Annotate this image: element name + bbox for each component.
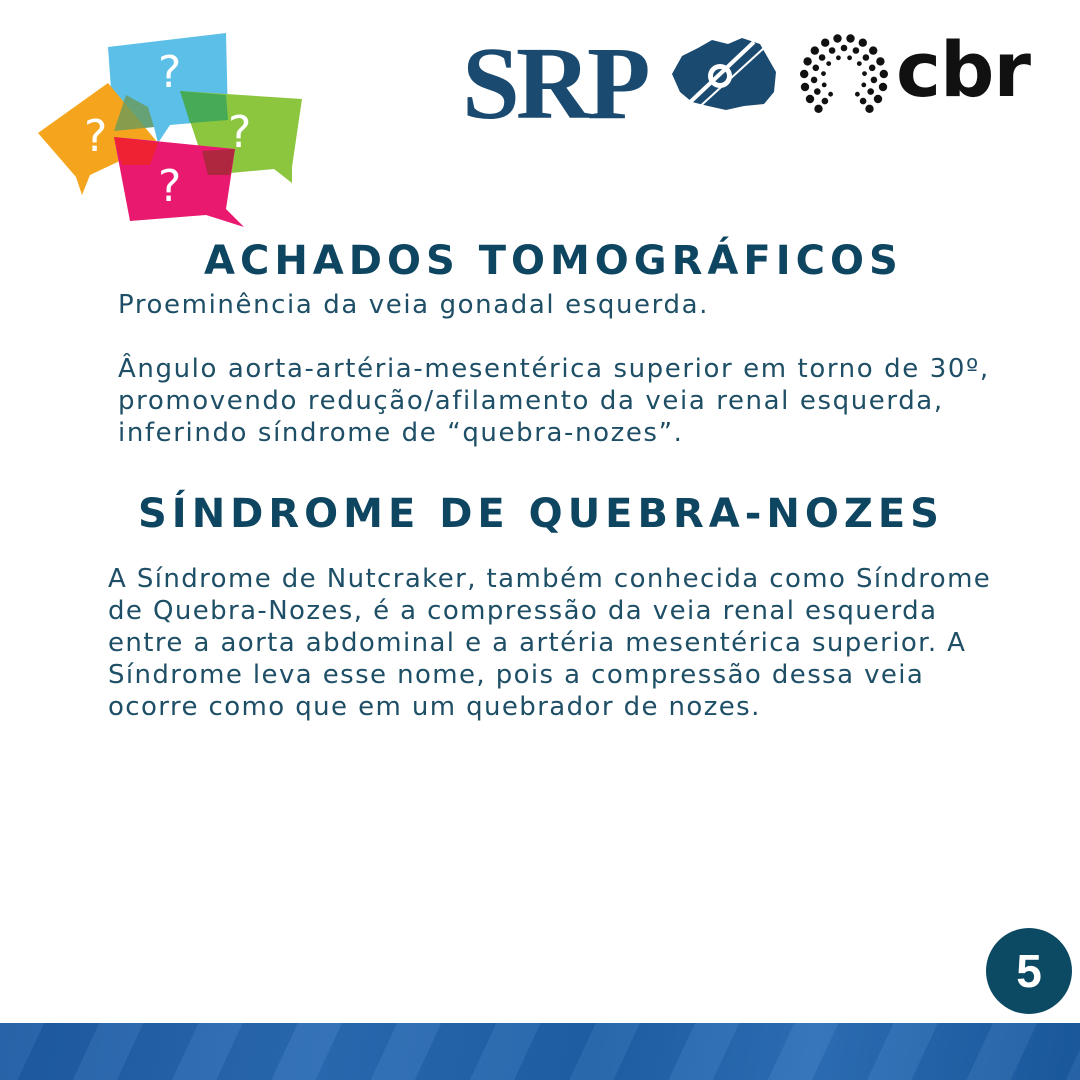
cbr-dots-ring-icon [796, 26, 892, 130]
cbr-dot [853, 47, 860, 54]
footer-bar [0, 1023, 1080, 1080]
cbr-dot [828, 92, 833, 97]
cbr-dot [865, 105, 873, 113]
bubble-question-mark: ? [228, 107, 252, 158]
bubble-question-mark: ? [158, 161, 182, 212]
syndrome-description: A Síndrome de Nutcraker, também conhecida como Síndrome de Quebra-Nozes, é a compressão da veia renal esquerda entre a aorta abdominal e a artéria mesentérica superior. A Síndrome leva esse nome, pois a compressão dessa veia ocorre como que em um quebrador de nozes. [108, 564, 992, 722]
cbr-dot [860, 98, 867, 105]
question-bubbles-icon [30, 25, 320, 235]
cbr-dot [867, 88, 874, 95]
cbr-dot [822, 98, 829, 105]
cbr-dot [836, 55, 841, 60]
cbr-dot [819, 54, 826, 61]
cbr-dot [806, 95, 814, 103]
srp-logo-text: SRP [462, 26, 647, 141]
cbr-dot [821, 71, 826, 76]
cbr-dot [801, 83, 809, 91]
cbr-dot [847, 55, 852, 60]
page-number-badge: 5 [986, 928, 1072, 1014]
cbr-dot [857, 61, 862, 66]
cbr-dot [876, 57, 884, 65]
cbr-dot [822, 83, 827, 88]
cbr-dot [833, 34, 841, 42]
cbr-dot [861, 83, 866, 88]
cbr-dot [879, 83, 887, 91]
cbr-dot [814, 88, 821, 95]
cbr-dot [821, 39, 829, 47]
cbr-dot [800, 70, 808, 78]
cbr-dot [813, 65, 820, 72]
cbr-dot [811, 46, 819, 54]
cbr-dot [869, 65, 876, 72]
section-title-sindrome: SÍNDROME DE QUEBRA-NOZES [138, 491, 944, 537]
cbr-dot [814, 105, 822, 113]
section-title-achados: ACHADOS TOMOGRÁFICOS [204, 238, 903, 284]
cbr-dot [811, 77, 818, 84]
cbr-dot [829, 47, 836, 54]
cbr-dot [803, 57, 811, 65]
finding-gonadal-vein: Proeminência da veia gonadal esquerda. [118, 290, 709, 320]
cbr-dot [846, 34, 854, 42]
cbr-dot [855, 92, 860, 97]
cbr-dot [880, 70, 888, 78]
cbr-dot [862, 71, 867, 76]
cbr-dot [874, 95, 882, 103]
cbr-logo-text: cbr [896, 25, 1030, 114]
cbr-dot [871, 77, 878, 84]
bubble-question-mark: ? [84, 111, 108, 162]
finding-aorta-angle: Ângulo aorta-artéria-mesentérica superior em torno de 30º, promovendo redução/afilamento da veia renal esquerda, inferindo síndrome de “quebra-nozes”. [118, 354, 990, 448]
bubble-question-mark: ? [158, 47, 182, 98]
cbr-dot [863, 54, 870, 61]
cbr-dot [869, 46, 877, 54]
cbr-dot [826, 61, 831, 66]
cbr-dot [841, 45, 848, 52]
srp-map-icon [668, 34, 780, 114]
cbr-dot [859, 39, 867, 47]
